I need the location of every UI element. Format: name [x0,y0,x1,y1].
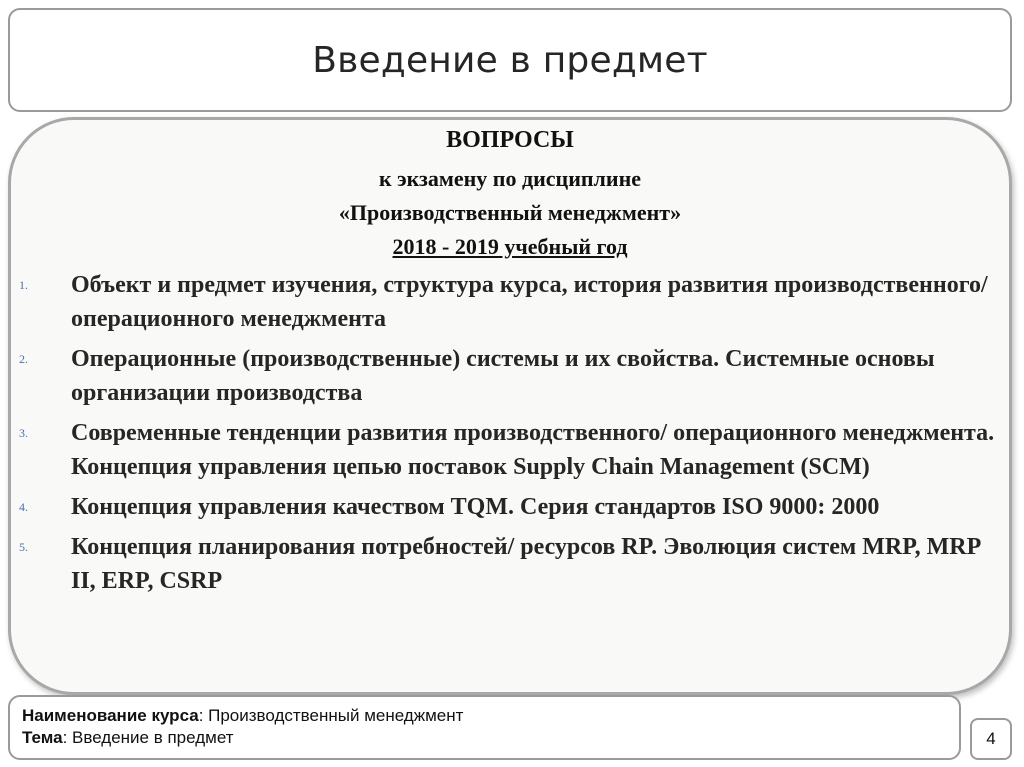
question-text: Концепция управления качеством TQM. Серия стандартов ISO 9000: 2000 [71,494,880,520]
question-item [11,268,1009,336]
page-number: 4 [986,729,996,748]
question-number: 1. [19,278,28,292]
question-item [11,490,1009,524]
footer-info-box [8,695,961,760]
question-item [11,530,1009,598]
slide-title-box [8,8,1012,112]
course-label: Наименование курса [22,706,199,725]
question-number: 3. [19,426,28,440]
topic-label: Тема [22,728,63,747]
heading-main: ВОПРОСЫ [446,127,574,153]
topic-value: : Введение в предмет [62,728,234,747]
heading-discipline: «Производственный менеджмент» [338,200,682,225]
question-text: Концепция планирования потребностей/ ресурсов RP. Эволюция систем MRP, MRP II, ERP, CSRP [71,534,980,594]
page-number-box [970,718,1012,760]
question-number: 5. [19,540,28,554]
question-number: 4. [19,500,28,514]
questions-list [11,268,1009,604]
content-panel [8,117,1012,695]
footer-course-line [22,705,947,727]
question-text: Операционные (производственные) системы и их свойства. Системные основы организации производства [71,346,935,406]
heading-sub: к экзамену по дисциплине [378,166,642,191]
slide-title: Введение в предмет [312,39,708,81]
question-text: Объект и предмет изучения, структура курса, история развития производственного/ операционного менеджмента [71,272,988,332]
question-text: Современные тенденции развития производственного/ операционного менеджмента. Концепция управления цепью поставок Supply Chain Management (SCM) [71,420,995,480]
question-item [11,416,1009,484]
footer-topic-line [22,727,947,749]
question-number: 2. [19,352,28,366]
heading-year: 2018 - 2019 учебный год [392,234,628,259]
course-value: : Производственный менеджмент [198,706,464,725]
question-item [11,342,1009,410]
